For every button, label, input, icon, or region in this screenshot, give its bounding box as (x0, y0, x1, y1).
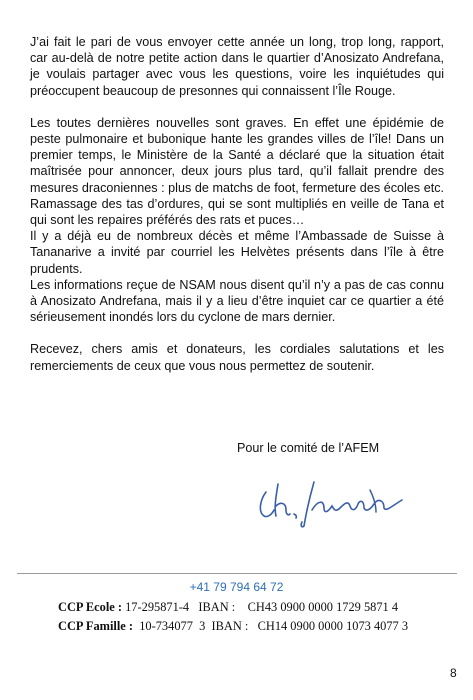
footer-divider (17, 573, 457, 574)
paragraph-embassy: Il y a déjà eu de nombreux décès et même l’Ambassade de Suisse à Tananarive a invité par courriel les Helvètes présents dans l’île à être prudents. (30, 229, 444, 276)
paragraph-closing: Recevez, chers amis et donateurs, les cordiales salutations et les remerciements de ceux que vous nous permettez de soutenir. (30, 342, 444, 373)
paragraph-nsam: Les informations reçue de NSAM nous disent qu’il n’y a pas de cas connu à Anosizato Andrefana, mais il y a lieu d’être inquiet car ce quartier a été sérieusement inondés lors du cyclone de mars dernier. (30, 277, 444, 325)
footer-phone: +41 79 794 64 72 (189, 580, 284, 594)
paragraph-intro: J’ai fait le pari de vous envoyer cette année un long, trop long, rapport, car au-delà de notre petite action dans le quartier d’Anosizato Andrefana, je voulais partager avec vous les questions, voire les inquiétudes qui préoccupent beaucoup de presonnes qui connaissent l’Île Rouge. (30, 35, 444, 98)
bank-line-famille (58, 619, 408, 634)
bank-details-ecole: 17-295871-4 IBAN : CH43 0900 0000 1729 5871 4 (122, 600, 399, 614)
bank-details-famille: 10-734077 3 IBAN : CH14 0900 0000 1073 4077 3 (133, 619, 409, 633)
bank-label-famille: CCP Famille : (58, 619, 134, 633)
letter-body (30, 34, 444, 390)
page-number: 8 (450, 666, 457, 680)
handwritten-signature (252, 470, 417, 530)
signature-caption: Pour le comité de l’AFEM (237, 441, 380, 455)
bank-label-ecole: CCP Ecole : (58, 600, 123, 614)
bank-line-ecole (58, 600, 398, 615)
paragraph-epidemic: Les toutes dernières nouvelles sont graves. En effet une épidémie de peste pulmonaire et bubonique hante les grandes villes de l’île! Dans un premier temps, le Ministère de la Santé a déclaré que la situation était maîtrisée pour annoncer, deux jours plus tard, qu’il fallait prendre des mesures draconiennes : plus de matchs de foot, fermeture des écoles etc. Ramassage des tas d’ordures, qui se sont multipliés en veille de Tana et qui sont les repaires préférés des rats et puces… (30, 115, 444, 228)
